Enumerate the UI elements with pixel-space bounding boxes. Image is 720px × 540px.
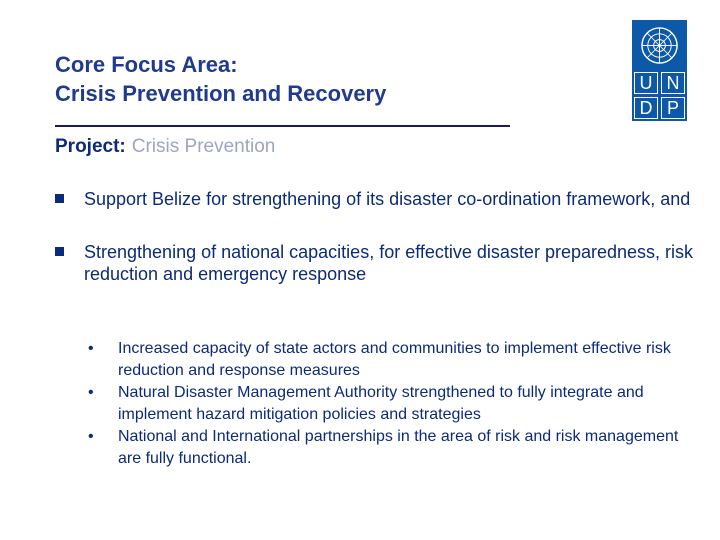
sub-bullet-list: [88, 338, 703, 470]
slide-title: [55, 50, 386, 108]
un-emblem-icon: [640, 26, 679, 65]
main-bullet: [55, 241, 695, 285]
logo-letter-n: N: [661, 72, 685, 94]
undp-logo: [632, 20, 687, 121]
logo-letter-u: U: [634, 72, 658, 94]
main-bullet: [55, 188, 695, 210]
title-line-1: Core Focus Area:: [55, 52, 238, 77]
dot-bullet-icon: •: [88, 340, 94, 357]
sub-bullet-text: Natural Disaster Management Authority strengthened to fully integrate and implement hazard mitigation policies and strategies: [118, 384, 644, 423]
project-value: Crisis Prevention: [131, 136, 276, 157]
square-bullet-icon: [55, 247, 64, 256]
main-bullet-text: Strengthening of national capacities, for effective disaster preparedness, risk reduction and emergency response: [84, 242, 694, 284]
logo-letter-d: D: [634, 97, 658, 119]
sub-bullet: [88, 426, 703, 470]
title-underline: [55, 125, 510, 127]
sub-bullet: [88, 382, 703, 426]
main-bullet-text: Support Belize for strengthening of its disaster co-ordination framework, and: [84, 189, 691, 209]
dot-bullet-icon: •: [88, 428, 94, 445]
logo-letter-p: P: [661, 97, 685, 119]
square-bullet-icon: [55, 194, 64, 203]
title-line-2: Crisis Prevention and Recovery: [55, 81, 387, 106]
undp-letter-grid: [634, 72, 685, 119]
project-label: Project:: [55, 136, 126, 157]
sub-bullet: [88, 338, 703, 382]
dot-bullet-icon: •: [88, 384, 94, 401]
main-bullet-list: [55, 188, 695, 285]
sub-bullet-text: Increased capacity of state actors and communities to implement effective risk reduction and response measures: [118, 340, 671, 379]
sub-bullet-text: National and International partnerships in the area of risk and risk management are fully functional.: [118, 428, 679, 467]
project-line: [55, 135, 275, 159]
